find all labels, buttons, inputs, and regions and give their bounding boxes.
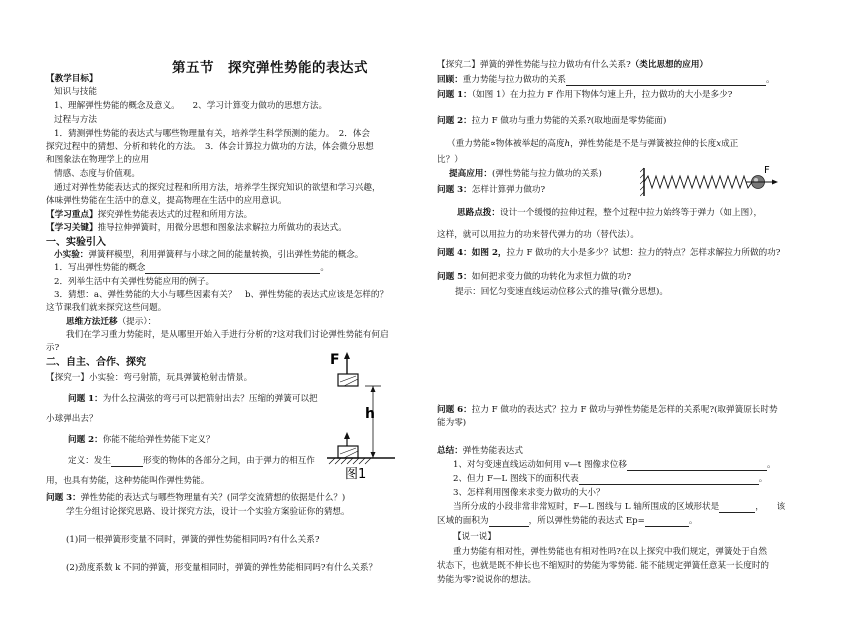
improve-line: 提高应用：(弹性势能与拉力做功的关系) [449, 169, 602, 179]
summary-2: 2、但力 F—L 图线下的面积代表 。 [453, 474, 768, 484]
transfer-line-1: 我们在学习重力势能时，是从哪里开始入手进行分析的?这对我们讨论弹性势能有何启 [66, 330, 389, 340]
definition-line: 定义：发生 形变的物体的各部分之间，由于弹力的相互作 [68, 456, 315, 466]
right-question-6-line2: 能为零) [437, 418, 467, 428]
experiment-line [54, 250, 363, 261]
process-line-1: 1．猜测弹性势能的表达式与哪些物理量有关，培养学生科学预测的能力。 2．体会 [54, 129, 371, 139]
spring-figure [640, 160, 780, 200]
explore-1-label: 【探究一】 [46, 373, 89, 383]
recall-blank[interactable] [566, 76, 766, 86]
emotion-heading: 情感、态度与价值观。 [54, 169, 140, 179]
emotion-line-1: 通过对弹性势能表达式的探究过程和所用方法，培养学生探究知识的欲望和学习兴趣， [54, 183, 381, 193]
summary-4-line2: 区域的面积为 ，所以弹性势能的表达式 Ep= 。 [437, 516, 698, 526]
right-question-5-hint: 提示：回忆匀变速直线运动位移公式的推导(微分思想)。 [455, 287, 668, 297]
height-label: h [365, 406, 375, 422]
definition-blank[interactable] [111, 457, 143, 467]
right-question-4: 问题 4：如图 2，拉力 F 做功的大小是多少？试想：拉力的特点？怎样求解拉力所做的功? [437, 248, 781, 258]
experiment-label: 小实验： [54, 250, 89, 260]
transfer-line [66, 317, 156, 328]
explore-1-q3: 问题 3：弹性势能的表达式与哪些物理量有关？(同学交流猜想的依据是什么？) [46, 493, 346, 503]
shape-blank[interactable] [719, 503, 755, 513]
transfer-line-2: 示? [46, 343, 60, 353]
explore-1-q3-sub: 学生分组讨论探究思路、设计探究方法，设计一个实验方案验证你的猜想。 [66, 507, 350, 517]
right-question-2: 问题 2：拉力 F 做功与重力势能的关系?(取地面是零势能面) [437, 116, 667, 126]
sub-question-2: (2)劲度系数 k 不同的弹簧，形变量相同时，弹簧的弹性势能相同吗?有什么关系？ [66, 563, 378, 573]
definition-line-2: 用，也具有势能，这种势能叫作弹性势能。 [46, 476, 210, 486]
ep-blank[interactable] [645, 517, 689, 527]
explore-1-q2: 问题 2：你能不能给弹性势能下定义？ [68, 435, 215, 445]
crux-point [46, 223, 347, 234]
process-heading: 过程与方法 [54, 115, 97, 125]
sub-question-1: (1)同一根弹簧形变量不同时，弹簧的弹性势能相同吗?有什么关系? [66, 535, 320, 545]
summary-4-line1: 当所分成的小段非常非常短时，F—L 图线与 L 轴所围成的区域形状是 ， 该 [453, 502, 786, 512]
key-point-label: 【学习重点】 [46, 210, 98, 220]
page-title: 第五节 探究弹性势能的表达式 [172, 60, 368, 76]
question-2: 2．列举生活中有关弹性势能应用的例子。 [54, 277, 215, 287]
transfer-hint: （提示）： [117, 317, 157, 327]
question-3b: 这节课我们就来探究这些问题。 [46, 303, 167, 313]
say-heading: 【说一说】 [453, 532, 496, 542]
force-label: F [330, 352, 340, 368]
key-point-text: 探究弹性势能表达式的过程和所用方法。 [97, 210, 253, 220]
figure-1 [325, 350, 405, 482]
right-question-2-note-end: 比？） [437, 155, 463, 165]
explore-1-q1: 问题 1：为什么拉满弦的弯弓可以把箭射出去？压缩的弹簧可以把 [68, 394, 318, 404]
right-question-5: 问题 5：如何把求变力做的功转化为求恒力做的功? [437, 272, 632, 282]
spring-force-label: F [764, 165, 770, 176]
summary-1-blank[interactable] [627, 461, 767, 471]
say-line-1: 重力势能有相对性，弹性势能也有相对性吗?在以上探究中我们规定，弹簧处于自然 [453, 547, 767, 557]
experiment-text: 弹簧秤模型，利用弹簧秤与小球之间的能量转换，引出弹性势能的概念。 [88, 250, 364, 260]
right-question-3: 问题 3：怎样计算弹力做功? [437, 185, 546, 195]
answer-blank[interactable] [145, 264, 320, 274]
say-line-2: 状态下，也就是既不伸长也不缩短时的势能为零势能. 能不能规定弹簧任意某一长度时的 [437, 561, 770, 571]
goals-heading: 【教学目标】 [46, 74, 98, 84]
section-2-heading: 二、自主、合作、探究 [46, 357, 146, 368]
recall-line: 回顾：重力势能与拉力做功的关系 。 [437, 75, 775, 85]
knowledge-line: 1、理解弹性势能的概念及意义。 2、学习计算变力做功的思想方法。 [54, 101, 328, 111]
area-blank[interactable] [489, 517, 529, 527]
key-point [46, 210, 252, 221]
explore-1-text: 小实验：弯弓射箭，玩具弹簧枪射击情景。 [88, 373, 253, 383]
summary-line: 总结：弹性势能表达式 [437, 446, 523, 456]
knowledge-heading: 知识与技能 [54, 87, 97, 97]
explore-2-heading: 【探究二】弹簧的弹性势能与拉力做功有什么关系?（类比思想的应用） [437, 60, 709, 70]
section-1-heading: 一、实验引入 [46, 237, 106, 248]
explore-1-line [46, 373, 252, 384]
right-question-1: 问题 1：（如图 1）在力拉力 F 作用下物体匀速上升，拉力做功的大小是多少? [437, 90, 733, 100]
process-line-3: 和图象法在物理学上的应用 [46, 155, 150, 165]
explore-1-q1-line2: 小球弹出去？ [46, 414, 98, 424]
spring-coil [644, 176, 752, 188]
crux-text: 推导拉伸弹簧时，用微分思想和图象法求解拉力所做功的表达式。 [97, 223, 347, 233]
force-arrow-head [344, 352, 350, 359]
right-question-6: 问题 6：拉力 F 做功的表达式？拉力 F 做功与弹性势能是怎样的关系呢?(取弹簧原长时势 [437, 405, 778, 415]
summary-1: 1、对匀变速直线运动如何用 v—t 图像求位移 。 [453, 460, 776, 470]
question-3a: 3．猜想：a、弹性势能的大小与哪些因素有关？ b、弹性势能的表达式应该是怎样的？ [54, 290, 389, 300]
question-1: 1．写出弹性势能的概念 。 [54, 263, 330, 273]
crux-label: 【学习关键】 [46, 223, 98, 233]
emotion-line-2: 体味弹性势能在生活中的意义，提高物理在生活中的应用意识。 [46, 196, 287, 206]
right-question-2-note: （重力势能∝物体被举起的高度h，弹性势能是不是与弹簧被拉伸的长度x成正 [447, 139, 739, 149]
figure-1-caption: 图1 [345, 467, 367, 482]
summary-3: 3、怎样利用图像来求变力做功的大小？ [453, 488, 605, 498]
hint-line-1: 思路点拨：设计一个缓慢的拉伸过程，整个过程中拉力始终等于弹力（如上图）， [457, 208, 763, 218]
say-line-3: 势能为零?说说你的想法。 [437, 575, 537, 585]
process-line-2: 探究过程中的猜想、分析和转化的方法。 3．体会计算拉力做功的方法，体会微分思想 [46, 142, 374, 152]
hint-line-2: 这样，就可以用拉力的功来替代弹力的功（替代法）。 [437, 230, 639, 240]
summary-2-blank[interactable] [579, 475, 759, 485]
transfer-label: 思维方法迁移 [66, 317, 118, 327]
